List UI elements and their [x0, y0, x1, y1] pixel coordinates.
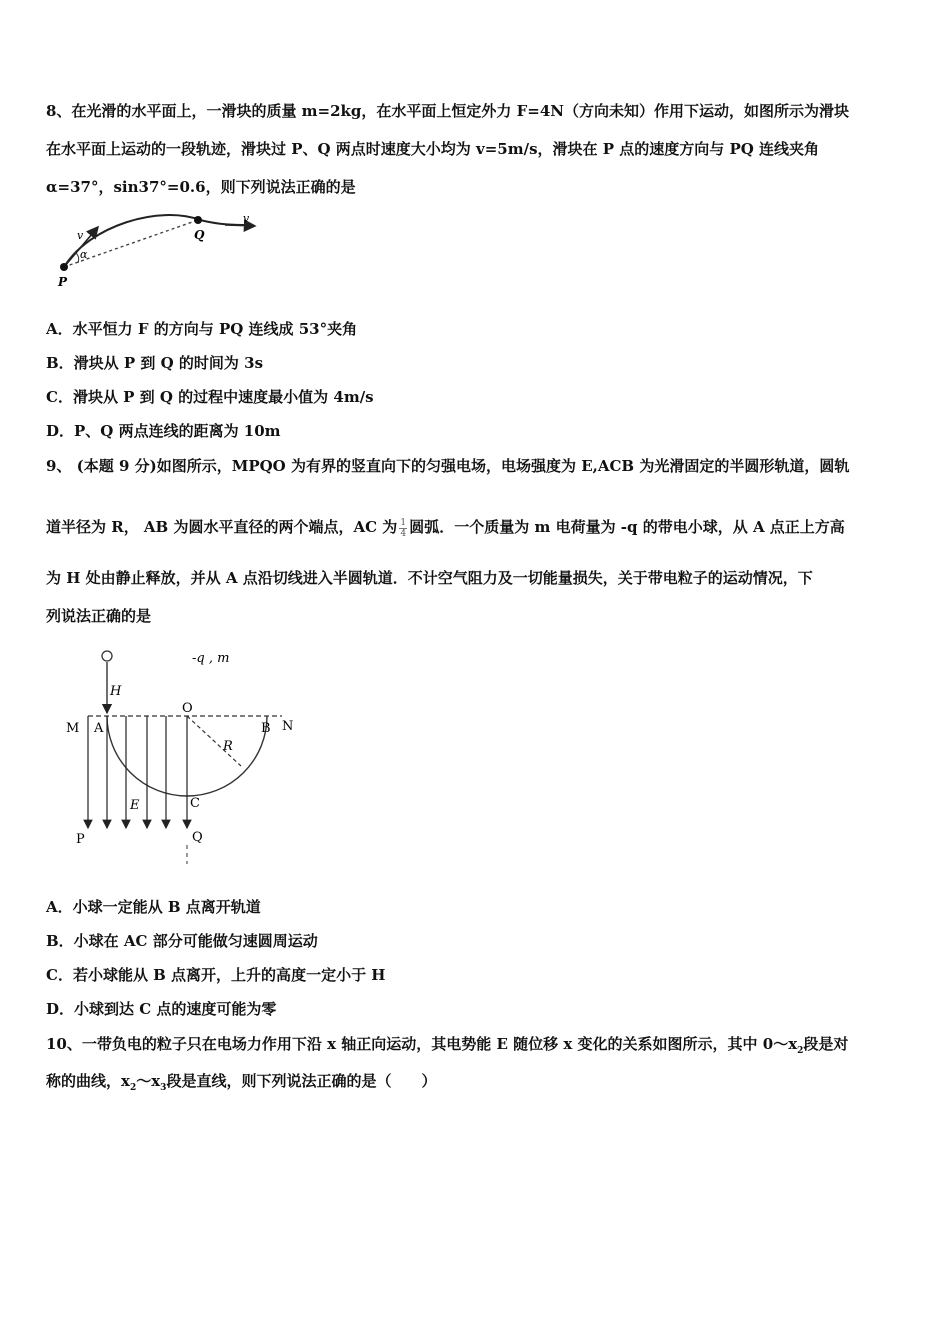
label-q: Q [194, 228, 205, 242]
q8-option-d: D．P、Q 两点连线的距离为 10m [46, 422, 281, 440]
point-p [60, 263, 68, 271]
alpha-arc [76, 253, 79, 263]
q10-stem-line-1: 10、一带负电的粒子只在电场力作用下沿 x 轴正向运动，其电势能 E 随位移 x 变化的关系如图所示，其中 $0\sim x_2$段是对 [46, 1035, 849, 1056]
q8-stem-line-3: α=37°，sin37°=0.6，则下列说法正确的是 [46, 178, 356, 196]
q10-stem-line-2: 称的曲线，$x_2\sim x_3$段是直线，则下列说法正确的是（ ） [46, 1072, 437, 1093]
point-q [194, 216, 202, 224]
q9-stem-line-3: 为 H 处由静止释放，并从 A 点沿切线进入半圆轨道．不计空气阻力及一切能量损失，关于带电粒子的运动情况，下 [46, 569, 813, 587]
label-m: M [66, 721, 80, 736]
q8-stem-line-2: 在水平面上运动的一段轨迹，滑块过 P、Q 两点时速度大小均为 v=5m/s，滑块在 P 点的速度方向与 PQ 连线夹角 [46, 140, 820, 158]
label-c: C [190, 796, 200, 811]
ball [102, 651, 112, 661]
q9-stem-line-2b: 圆弧．一个质量为 m 电荷量为 -q 的带电小球，从 A 点正上方高 [409, 518, 845, 536]
quarter-fraction: $\frac{1}{4}$ [400, 517, 407, 539]
q9-stem-line-4: 列说法正确的是 [46, 607, 152, 625]
q8-option-a: A．水平恒力 F 的方向与 PQ 连线成 53°夹角 [46, 320, 358, 338]
label-q: Q [192, 830, 203, 845]
label-o: O [182, 701, 193, 716]
trajectory-curve [64, 215, 250, 267]
label-p: P [58, 275, 68, 289]
label-e: E [130, 798, 140, 813]
label-v-q: v [243, 212, 250, 225]
label-b: B [261, 721, 271, 736]
label-a: A [94, 721, 104, 736]
label-p: P [76, 832, 85, 847]
label-n: N [282, 719, 294, 734]
velocity-arrow-q [225, 225, 255, 226]
q9-option-a: A．小球一定能从 B 点离开轨道 [46, 898, 261, 916]
label-h: H [110, 684, 122, 699]
label-charge: -q , m [192, 651, 230, 666]
q9-stem-line-2 [46, 517, 845, 539]
q9-option-b: B．小球在 AC 部分可能做匀速圆周运动 [46, 932, 318, 950]
q9-option-c: C．若小球能从 B 点离开，上升的高度一定小于 H [46, 966, 386, 984]
radius-line [187, 716, 241, 766]
label-alpha: α [80, 248, 88, 261]
q9-option-d: D．小球到达 C 点的速度可能为零 [46, 1000, 277, 1018]
q8-option-b: B．滑块从 P 到 Q 的时间为 3s [46, 354, 264, 372]
q8-trajectory-figure [50, 205, 270, 295]
label-v-p: v [77, 229, 84, 242]
q9-field-figure [60, 640, 320, 870]
q8-option-c: C．滑块从 P 到 Q 的过程中速度最小值为 4m/s [46, 388, 374, 406]
q9-stem-line-2a: 道半径为 R， AB 为圆水平直径的两个端点，AC 为 [46, 518, 398, 536]
q9-stem-line-1: 9、 (本题 9 分)如图所示，MPQO 为有界的竖直向下的匀强电场，电场强度为 E,ACB 为光滑固定的半圆形轨道，圆轨 [46, 457, 850, 475]
label-r: R [223, 739, 233, 754]
q8-stem-line-1: 8、在光滑的水平面上，一滑块的质量 m=2kg，在水平面上恒定外力 F=4N（方向未知）作用下运动，如图所示为滑块 [46, 102, 850, 120]
